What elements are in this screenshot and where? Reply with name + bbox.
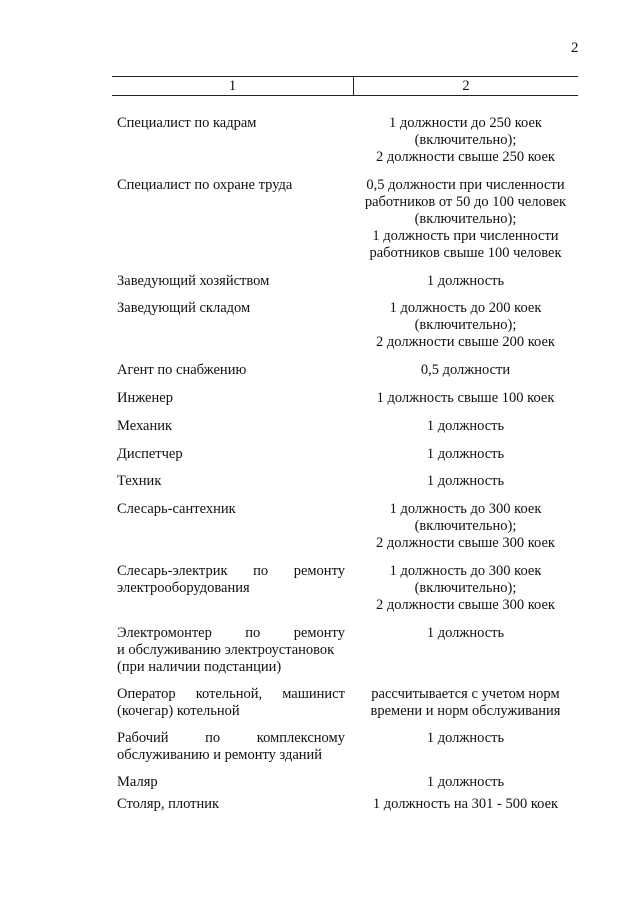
- position-line: (кочегар) котельной: [117, 703, 240, 719]
- norm-cell: [353, 418, 578, 435]
- position-line: Слесарь-электрик по ремонту: [117, 563, 345, 579]
- position-line: электрооборудования: [117, 580, 250, 596]
- norm-line: 2 должности свыше 300 коек: [376, 597, 555, 613]
- position-cell: [117, 362, 345, 379]
- norm-line: 1 должности до 250 коек: [389, 115, 542, 131]
- norm-line: 1 должность при численности: [372, 228, 559, 244]
- header-column-2: 2: [462, 78, 470, 94]
- norm-cell: [353, 686, 578, 720]
- norm-line: рассчитывается с учетом норм: [371, 686, 560, 702]
- position-line: Специалист по охране труда: [117, 177, 293, 193]
- table-row: [117, 625, 578, 676]
- norm-cell: [353, 115, 578, 166]
- norm-line: 1 должность до 200 коек: [389, 300, 542, 316]
- norm-line: 1 должность: [426, 625, 505, 641]
- position-line: Слесарь-сантехник: [117, 501, 236, 517]
- header-column-1: 1: [112, 77, 354, 95]
- norm-cell: [353, 446, 578, 463]
- norm-line: работников от 50 до 100 человек: [364, 194, 567, 210]
- position-cell: [117, 774, 345, 791]
- norm-cell: [353, 300, 578, 351]
- position-line: Рабочий по комплексному: [117, 730, 345, 746]
- norm-cell: [353, 177, 578, 262]
- position-line: Маляр: [117, 774, 158, 790]
- position-cell: [117, 625, 345, 676]
- norm-line: 1 должность: [426, 418, 505, 434]
- position-cell: [117, 796, 345, 813]
- position-line: (при наличии подстанции): [117, 659, 282, 675]
- table-row: [117, 686, 578, 720]
- norm-line: (включительно);: [414, 211, 517, 227]
- position-line: Техник: [117, 473, 162, 489]
- table-row: [117, 115, 578, 166]
- norm-cell: [353, 625, 578, 676]
- norm-line: работников свыше 100 человек: [369, 245, 562, 261]
- page-number: 2: [571, 40, 579, 56]
- norm-line: 1 должность: [426, 730, 505, 746]
- table-row: [117, 446, 578, 463]
- table-row: [117, 473, 578, 490]
- position-cell: [117, 501, 345, 552]
- table-row: [117, 177, 578, 262]
- norm-line: 1 должность на 301 - 500 коек: [372, 796, 559, 812]
- table-row: [117, 796, 578, 813]
- norm-cell: [353, 473, 578, 490]
- position-cell: [117, 686, 345, 720]
- table-row: [117, 418, 578, 435]
- table-header: [112, 76, 578, 96]
- position-line: Агент по снабжению: [117, 362, 247, 378]
- norm-line: 0,5 должности: [420, 362, 511, 378]
- position-line: и обслуживанию электроустановок: [117, 642, 335, 658]
- position-line: Специалист по кадрам: [117, 115, 257, 131]
- position-line: Столяр, плотник: [117, 796, 220, 812]
- norm-cell: [353, 730, 578, 764]
- table-row: [117, 300, 578, 351]
- norm-cell: [353, 501, 578, 552]
- position-line: обслуживанию и ремонту зданий: [117, 747, 323, 763]
- norm-line: (включительно);: [414, 317, 517, 333]
- position-cell: [117, 115, 345, 166]
- norm-line: (включительно);: [414, 518, 517, 534]
- position-cell: [117, 446, 345, 463]
- position-cell: [117, 563, 345, 614]
- position-cell: [117, 177, 345, 262]
- position-cell: [117, 273, 345, 290]
- norm-line: 2 должности свыше 200 коек: [376, 334, 555, 350]
- position-line: Механик: [117, 418, 173, 434]
- norm-line: 1 должность: [426, 273, 505, 289]
- position-cell: [117, 390, 345, 407]
- norm-line: 0,5 должности при численности: [366, 177, 565, 193]
- position-line: Диспетчер: [117, 446, 183, 462]
- norm-line: (включительно);: [414, 580, 517, 596]
- norm-line: 1 должность: [426, 446, 505, 462]
- position-cell: [117, 730, 345, 764]
- table-row: [117, 273, 578, 290]
- norm-cell: [353, 774, 578, 791]
- table-row: [117, 362, 578, 379]
- norm-line: времени и норм обслуживания: [370, 703, 561, 719]
- norm-line: 1 должность: [426, 473, 505, 489]
- position-line: Инженер: [117, 390, 173, 406]
- position-cell: [117, 418, 345, 435]
- norm-cell: [353, 273, 578, 290]
- position-line: Электромонтер по ремонту: [117, 625, 345, 641]
- position-line: Заведующий складом: [117, 300, 251, 316]
- position-cell: [117, 473, 345, 490]
- norm-cell: [353, 390, 578, 407]
- table-row: [117, 501, 578, 552]
- norm-cell: [353, 796, 578, 813]
- norm-line: 1 должность свыше 100 коек: [376, 390, 555, 406]
- table-row: [117, 774, 578, 791]
- norm-line: 1 должность до 300 коек: [389, 563, 542, 579]
- position-line: Заведующий хозяйством: [117, 273, 270, 289]
- norm-line: 1 должность: [426, 774, 505, 790]
- norm-line: 2 должности свыше 250 коек: [376, 149, 555, 165]
- table-row: [117, 563, 578, 614]
- norm-line: 1 должность до 300 коек: [389, 501, 542, 517]
- norm-cell: [353, 563, 578, 614]
- norm-line: 2 должности свыше 300 коек: [376, 535, 555, 551]
- table-row: [117, 390, 578, 407]
- position-line: Оператор котельной, машинист: [117, 686, 345, 702]
- position-cell: [117, 300, 345, 351]
- table-row: [117, 730, 578, 764]
- norm-line: (включительно);: [414, 132, 517, 148]
- norm-cell: [353, 362, 578, 379]
